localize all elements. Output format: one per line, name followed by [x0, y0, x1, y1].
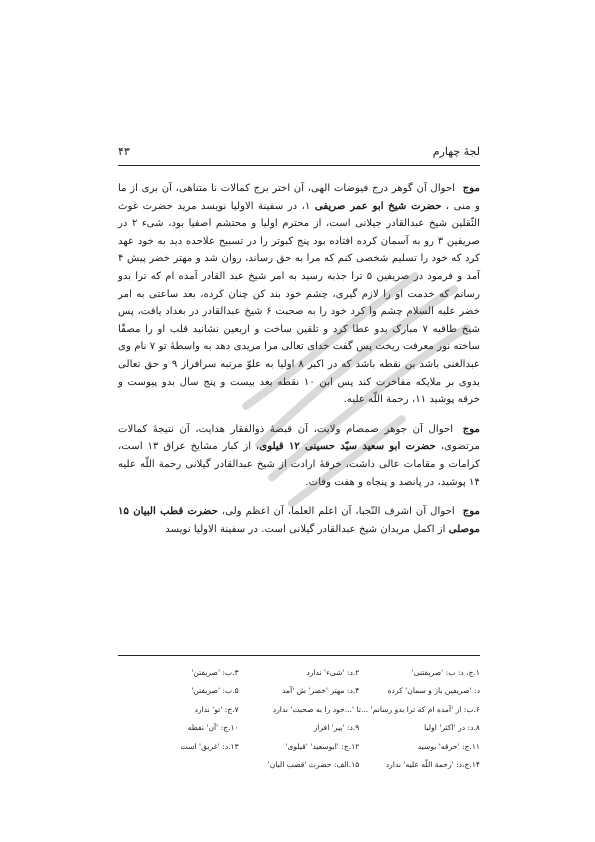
- footnote-row: [118, 756, 480, 774]
- header-divider: [118, 165, 480, 166]
- paragraph-lead: موج: [462, 505, 480, 518]
- footnote: ۱۲.ج: 'ابوسعید' 'قیلوی': [285, 741, 360, 751]
- footnote: ۱۱.ج: 'خرقه' بوسید: [417, 741, 480, 751]
- person-name: حضرت شیخ ابو عمر صریفی: [314, 199, 442, 212]
- paragraph-1: [118, 180, 480, 409]
- footnotes-divider: [118, 655, 480, 656]
- paragraph-text: احوال آن جوهر صمصام ولایت، آن قبضهٔ ذوالفقار هدایت، آن نتیجهٔ کمالات مرتضوی،: [118, 423, 480, 453]
- footnote: ۶.ب: از 'آمده ام که ترا بدو رسانم' ...تا '...خود را به صحبت' ندارد: [272, 704, 480, 714]
- footnote: ۱۴.ج،د: 'رحمة اللّه علیه' ندارد: [385, 760, 480, 770]
- footnote: [118, 756, 239, 774]
- footnote: ۱۳.د: 'غریق' است: [180, 741, 239, 751]
- paragraph-text: احوال آن اشرف النّجبا، آن اعلم العلما، آن اعظم ولی،: [217, 506, 455, 518]
- footnote-row: [118, 719, 480, 737]
- footnote: د: 'صریفین باز و سمان' کرده: [387, 686, 480, 696]
- footnote: ۳.ب: 'صریفتن': [191, 668, 239, 677]
- paragraph-text: ، از کبار مشایخ عراق ۱۳ است، کرامات و مقامات عالی داشت، خرقهٔ ارادت از شیخ عبدالقادر گیلانی رحمة اللّه علیه ۱۴ پوشید، در پانصد و پنجاه و هفت وفات.: [118, 441, 480, 488]
- footnote: ۲.د: 'شیء' ندارد: [306, 668, 360, 677]
- footnote: ۱.ج، د: ب: 'صریفتنی': [411, 668, 480, 677]
- footnote: ۹.د: 'پیر' افراز: [313, 723, 360, 733]
- paragraph-2: [118, 421, 480, 491]
- paragraph-text: از اکمل مریدان شیخ عبدالقادر گیلانی است. در سفینة الاولیا نویسد: [165, 523, 449, 535]
- paragraph-3: [118, 503, 480, 538]
- person-name: حضرت ابو سعید سیّد حسینی ۱۲ قیلوی: [259, 440, 436, 453]
- paragraph-lead: موج: [462, 182, 480, 194]
- footnote-row: [118, 701, 480, 719]
- paragraph-text: احوال آن گوهر درج فیوضات الهی، آن اختر برج کمالات نا متناهی، آن بری از ما و منی ،: [118, 183, 480, 212]
- footnote-row: [118, 682, 480, 700]
- footnote-row: [118, 664, 480, 682]
- page-header: [118, 145, 480, 163]
- footnote-row: [118, 738, 480, 756]
- footnote: ۱۰.ج: 'آن' نقطه: [187, 723, 239, 733]
- main-text: [118, 180, 480, 550]
- page-number: ۴۳: [118, 145, 130, 158]
- footnote: ۷.ج: 'تو' ندارد: [194, 704, 239, 714]
- person-name: حضرت قطب البیان ۱۵ موصلی: [118, 505, 480, 535]
- footnote: ۴.د: مهتر 'خضر' ش 'آمد: [282, 686, 360, 696]
- footnote: ۱۵.الف: حضرت 'قصب البان': [267, 760, 360, 770]
- footnotes: [118, 664, 480, 774]
- footnote: ۸.د: در 'اکثر' اولیا: [424, 723, 480, 733]
- paragraph-text: ۱، در سفینة الاولیا نویسد مرید حضرت غوث الثّقلین شیخ عبدالقادر جیلانی است، از محترم اولیا و محتشم اصفیا بود، شیء ۲ در صریفین ۳ رو به آسمان کرده افتاده بود پنج کبوتر را در تسبیح علاحده دید به خود عهد کرد که خود را تسلیم شخصی کنم که مرا به حق رساند، روان شد و مهتر خضر پیش ۴ آمد و فرمود در صریفین ۵ ترا جذبه رسید به امر شیخ عبد القادر آمده ام که ترا بدو رسانم که خدمت او را لازم گیری، چشم خود بند کن چنان کرده، بعد ساعتی به امر خضر علیه السلام چشم وا کرد خود را به صحبت ۶ شیخ عبدالقادر در بغداد یافت، پس شیخ طاقیه ۷ مبارک بدو عطا کرد و تلقین ساخت و اربعین نشانید قلب او را مصفّا ساخته نور معرفت ریخت پس گفت خدای تعالی مرا مریدی دهد به واسطهٔ تو ۷ نام وی عبدالغنی باشد بن نقطه باشد که در اکبر ۸ اولیا به علوّ مرتبه سرافراز ۹ و حق تعالی بدوی بر ملایکه مفاخرت کند پس ابن ۱۰ نقطه بعد بیست و پنج سال بدو پیوست و خرقه پوشید ۱۱، رحمة اللّه علیه.: [118, 200, 481, 406]
- chapter-title: لجهٔ چهارم: [432, 145, 480, 158]
- paragraph-lead: موج: [462, 422, 480, 435]
- footnote: ۵.ب: 'صریفتن': [191, 686, 239, 696]
